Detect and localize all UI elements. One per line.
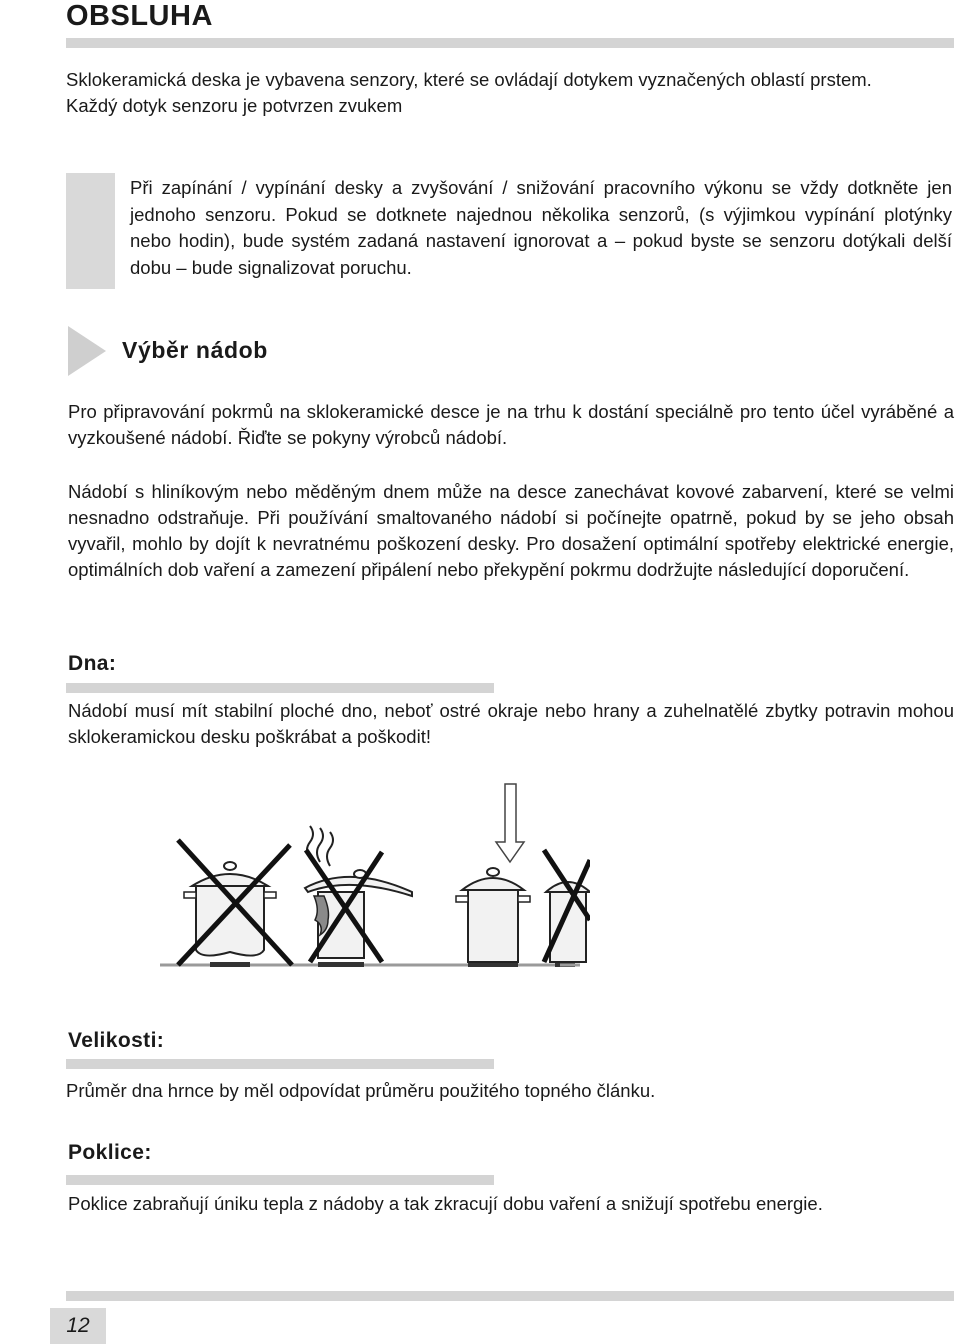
poklice-paragraph: Poklice zabraňují úniku tepla z nádoby a tak zkracují dobu vaření a snižují spotřebu energie. bbox=[68, 1193, 823, 1214]
poklice-rule bbox=[66, 1175, 494, 1185]
velikosti-paragraph: Průměr dna hrnce by měl odpovídat průměru použitého topného článku. bbox=[66, 1080, 656, 1101]
dna-paragraph: Nádobí musí mít stabilní ploché dno, neboť ostré okraje nebo hrany a zuhelnatělé zbytky potravin mohou sklokeramickou desku poškrábat a poškodit! bbox=[68, 700, 954, 747]
velikosti-rule bbox=[66, 1059, 494, 1069]
footer-rule bbox=[66, 1291, 954, 1301]
section-heading-vyber: Výběr nádob bbox=[122, 337, 268, 363]
title-rule bbox=[66, 38, 954, 48]
intro-line-2: Každý dotyk senzoru je potvrzen zvukem bbox=[66, 94, 403, 116]
pot-warped-bottom bbox=[178, 840, 292, 965]
pot-correct bbox=[456, 868, 530, 962]
pot-boiling-over bbox=[305, 826, 412, 962]
section-arrow-icon bbox=[66, 326, 108, 376]
dna-rule bbox=[66, 683, 494, 693]
note-paragraph: Při zapínání / vypínání desky a zvyšování / snižování pracovního výkonu se vždy dotkněte jen jednoho senzoru. Pokud se dotknete najednou několika senzorů, (s výjimkou vypínání plotýnky nebo hodin), bude systém zadaná nastavení ignorovat a – pokud byste se senzoru dotýkali delší dobu – bude signalizovat poruchu. bbox=[130, 177, 952, 278]
cookware-illustration-right bbox=[560, 780, 640, 980]
intro-paragraph bbox=[66, 67, 956, 118]
vyber-paragraph-2: Nádobí s hliníkovým nebo měděným dnem může na desce zanechávat kovové zabarvení, které se velmi nesnadno odstraňuje. Při používání smaltovaného nádobí si počínejte opatrně, pokud by se jeho obsah vyvařil, mohlo by dojít k nevratnému poškození desky. Pro dosažení optimální spotřeby elektrické energie, optimálních dob vaření a zamezení připálení nebo překypění pokrmu dodržujte následující doporučení. bbox=[68, 481, 954, 580]
page-number: 12 bbox=[50, 1308, 106, 1344]
section-heading-poklice: Poklice: bbox=[68, 1141, 152, 1164]
down-arrow-icon bbox=[496, 784, 524, 862]
section-heading-velikosti: Velikosti: bbox=[68, 1029, 165, 1052]
vyber-paragraph-1: Pro připravování pokrmů na sklokeramické desce je na trhu k dostání speciálně pro tento účel vyráběné a vyzkoušené nádobí. Řiďte se pokyny výrobců nádobí. bbox=[68, 401, 954, 448]
note-marker-box bbox=[66, 173, 115, 289]
intro-line-1: Sklokeramická deska je vybavena senzory, které se ovládají dotykem vyznačených oblastí prstem. bbox=[66, 69, 872, 90]
section-heading-dna: Dna: bbox=[68, 652, 117, 675]
cookware-illustration bbox=[150, 780, 590, 980]
page-title: OBSLUHA bbox=[66, 0, 213, 32]
